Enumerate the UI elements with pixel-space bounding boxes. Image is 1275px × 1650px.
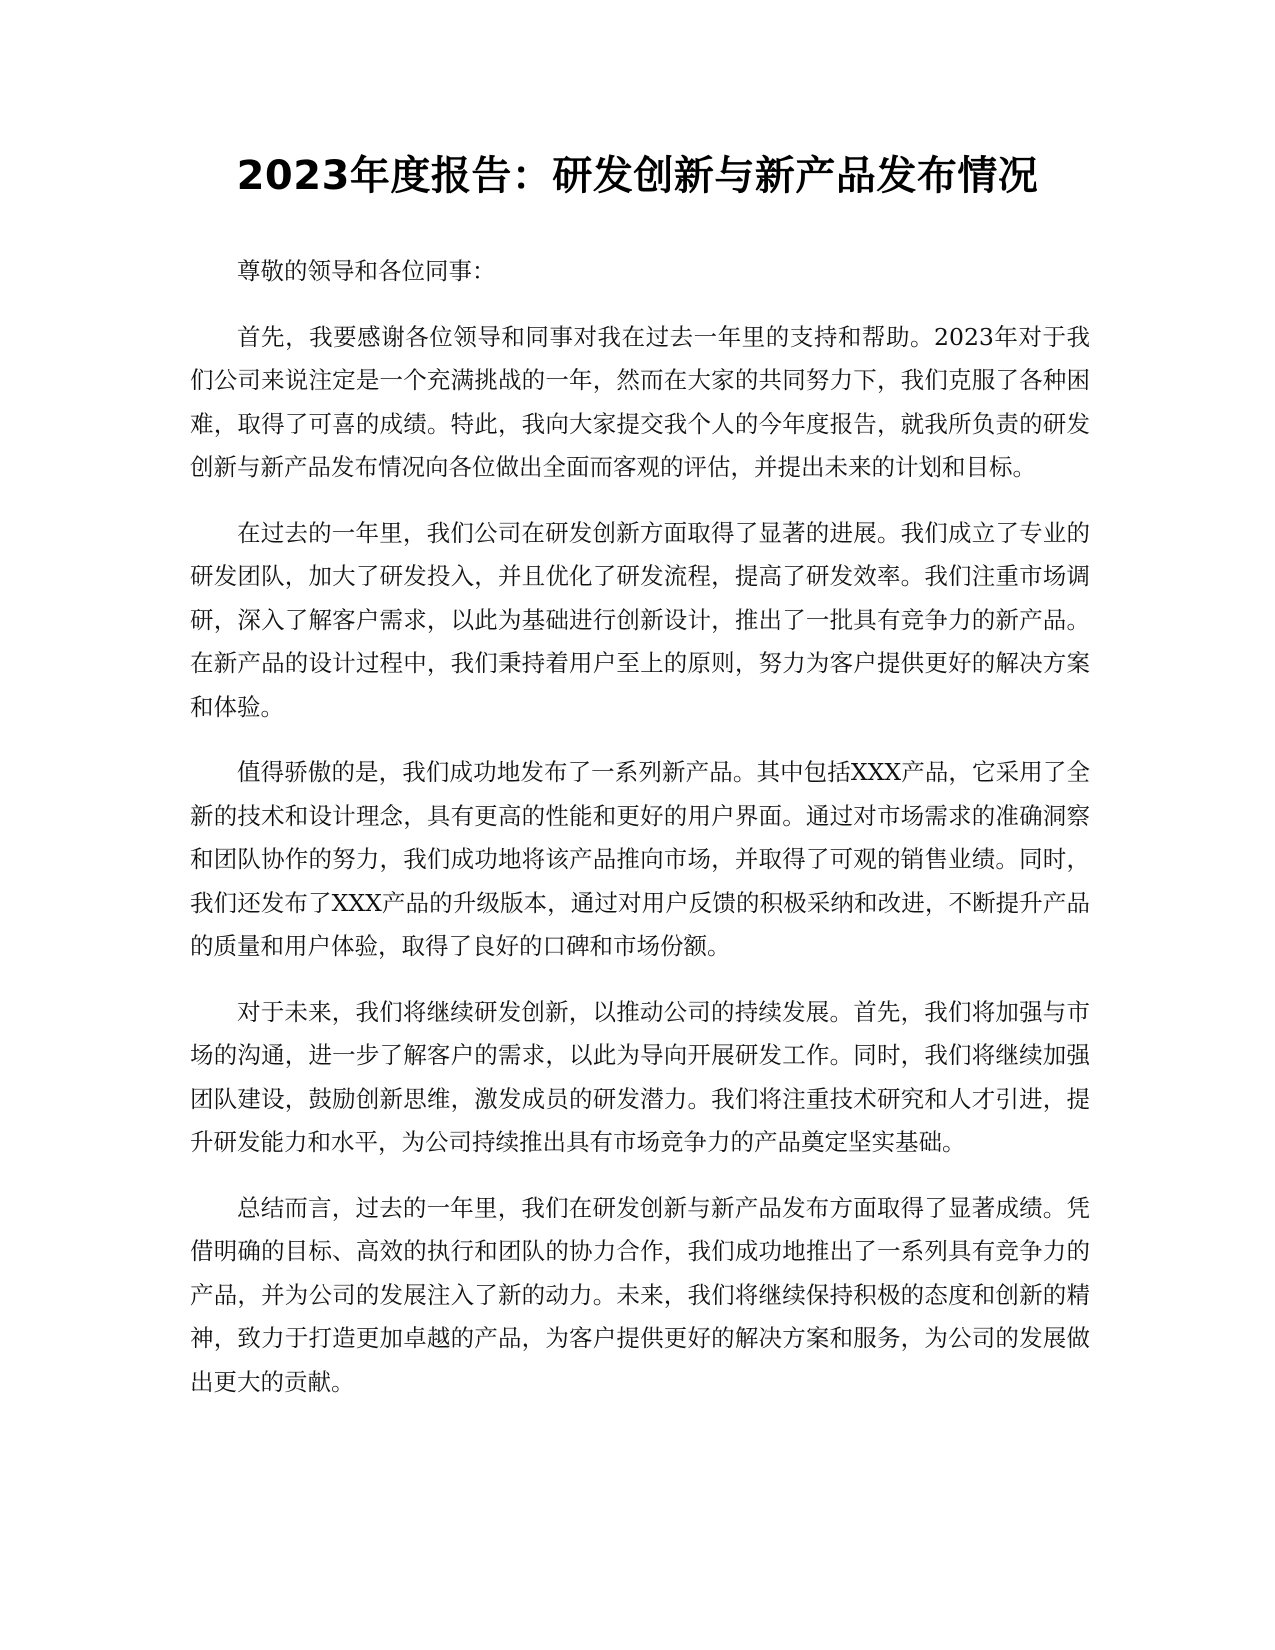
salutation-paragraph: 尊敬的领导和各位同事： — [237, 257, 496, 285]
summary-paragraph: 总结而言，过去的一年里，我们在研发创新与新产品发布方面取得了显著成绩。凭借明确的目标、高效的执行和团队的协力合作，我们成功地推出了一系列具有竞争力的产品，并为公司的发展注入了新的动力。未来，我们将继续保持积极的态度和创新的精神，致力于打造更加卓越的产品，为客户提供更好的解决方案和服务，为公司的发展做出更大的贡献。 — [190, 1193, 1090, 1396]
intro-paragraph: 首先，我要感谢各位领导和同事对我在过去一年里的支持和帮助。2023年对于我们公司来说注定是一个充满挑战的一年，然而在大家的共同努力下，我们克服了各种困难，取得了可喜的成绩。特此，我向大家提交我个人的今年度报告，就我所负责的研发创新与新产品发布情况向各位做出全面而客观的评估，并提出未来的计划和目标。 — [190, 322, 1090, 481]
document-title: 2023年度报告：研发创新与新产品发布情况 — [236, 153, 1039, 199]
product-launch-paragraph: 值得骄傲的是，我们成功地发布了一系列新产品。其中包括XXX产品，它采用了全新的技术和设计理念，具有更高的性能和更好的用户界面。通过对市场需求的准确洞察和团队协作的努力，我们成功地将该产品推向市场，并取得了可观的销售业绩。同时，我们还发布了XXX产品的升级版本，通过对用户反馈的积极采纳和改进，不断提升产品的质量和用户体验，取得了良好的口碑和市场份额。 — [190, 758, 1090, 960]
future-plan-paragraph: 对于未来，我们将继续研发创新，以推动公司的持续发展。首先，我们将加强与市场的沟通，进一步了解客户的需求，以此为导向开展研发工作。同时，我们将继续加强团队建设，鼓励创新思维，激发成员的研发潜力。我们将注重技术研究和人才引进，提升研发能力和水平，为公司持续推出具有市场竞争力的产品奠定坚实基础。 — [190, 997, 1090, 1156]
document-body — [190, 250, 1090, 1426]
rd-progress-paragraph: 在过去的一年里，我们公司在研发创新方面取得了显著的进展。我们成立了专业的研发团队，加大了研发投入，并且优化了研发流程，提高了研发效率。我们注重市场调研，深入了解客户需求，以此为基础进行创新设计，推出了一批具有竞争力的新产品。在新产品的设计过程中，我们秉持着用户至上的原则，努力为客户提供更好的解决方案和体验。 — [190, 518, 1090, 721]
